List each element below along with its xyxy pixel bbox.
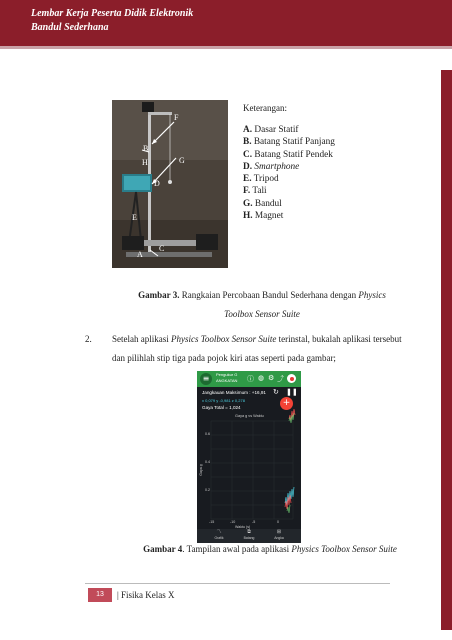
legend-item — [243, 210, 335, 222]
xyz-readout: x 0,079 y -0,981 z 0,278 — [202, 398, 245, 403]
step-text-1: Setelah aplikasi — [112, 334, 169, 344]
figure3-caption-text: Rangkaian Percobaan Bandul Sederhana dengan — [181, 290, 357, 300]
y-tick-2: 0.4 — [205, 460, 210, 464]
pause-icon[interactable]: ❚❚ — [286, 388, 298, 396]
x-tick-2: -10 — [230, 520, 236, 524]
page-number: 13 — [88, 588, 112, 602]
legend-title: Keterangan: — [243, 103, 287, 113]
header-subtitle: Bandul Sederhana — [31, 22, 109, 33]
figure3-caption — [112, 286, 412, 324]
header-title: Lembar Kerja Peserta Didik Elektronik — [31, 8, 194, 19]
legend-item — [243, 185, 335, 197]
legend-key: H. — [243, 211, 253, 222]
label-b: B — [143, 144, 149, 153]
instruction-step-2 — [85, 330, 415, 368]
grid-icon: ⊞ — [276, 530, 282, 535]
label-f: F — [174, 113, 179, 122]
share-icon[interactable]: ⤴ — [277, 375, 284, 383]
footer-divider — [85, 583, 390, 584]
legend-text: Tripod — [253, 174, 279, 185]
label-a: A — [137, 250, 143, 259]
legend-key: F. — [243, 186, 251, 197]
x-tick-1: -15 — [209, 520, 215, 524]
figure3-caption-line2: Toolbox Sensor Suite — [224, 309, 300, 319]
legend-key: E. — [243, 174, 252, 185]
total-force-readout: Gaya Total = 1,024 — [202, 405, 241, 410]
legend-key: D. — [243, 161, 253, 172]
app-title-line2: ANGKATAN — [216, 378, 238, 383]
legend-text: Batang Statif Pendek — [254, 149, 333, 160]
page-header — [0, 0, 452, 46]
right-margin-bar — [441, 70, 452, 630]
gforce-plot — [197, 371, 301, 543]
y-axis-label: Gaya g — [198, 464, 203, 476]
label-d: D — [154, 179, 160, 188]
menu-icon[interactable]: ≡ — [200, 373, 212, 385]
figure4-caption-italic: Physics Toolbox Sensor Suite — [291, 544, 397, 554]
nav-bar[interactable] — [239, 530, 259, 540]
step-text-2: terinstal, bukalah aplikasi — [278, 334, 371, 344]
y-tick-1: 0.6 — [205, 432, 210, 436]
nav-graph-label: Grafik — [214, 536, 224, 540]
legend-text: Magnet — [254, 211, 284, 222]
app-title-line1: Pengukur G — [216, 372, 238, 377]
x-tick-4: 0 — [277, 520, 279, 524]
refresh-icon[interactable]: ↻ — [273, 388, 279, 396]
figure4-caption-text: . Tampilan awal pada aplikasi — [182, 544, 290, 554]
plot-title: Gaya g vs Waktu — [235, 414, 264, 418]
bottom-nav — [197, 529, 301, 543]
legend-key: C. — [243, 149, 253, 160]
settings-icon[interactable]: ⚙ — [268, 374, 275, 382]
legend-text: Batang Statif Panjang — [253, 137, 335, 148]
step-text-3: tersebut dan pilihlah stip tiga pada pojok kiri atas seperti pada gambar; — [112, 334, 402, 363]
legend-item — [243, 173, 335, 185]
nav-graph[interactable] — [209, 530, 229, 540]
bar-icon: ⧉ — [247, 530, 251, 535]
x-axis-label: Waktu (s) — [235, 525, 251, 529]
chart-icon: 〽 — [216, 530, 222, 535]
reading-label: Jangkauan Maksimum : +16,91 — [202, 390, 266, 395]
legend-text: Bandul — [254, 198, 282, 209]
label-g: G — [179, 156, 185, 165]
legend-text: Smartphone — [254, 161, 300, 172]
legend-item — [243, 161, 335, 173]
step-app-name: Physics Toolbox Sensor Suite — [170, 334, 277, 344]
legend-item — [243, 136, 335, 148]
camera-icon[interactable]: ◍ — [258, 374, 265, 382]
figure4-caption-label: Gambar 4 — [143, 544, 183, 554]
nav-numeric[interactable] — [269, 530, 289, 540]
label-h: H — [142, 158, 148, 167]
legend-key: B. — [243, 137, 252, 148]
info-icon[interactable]: ⓘ — [247, 375, 254, 383]
label-c: C — [159, 244, 165, 253]
legend-text: Tali — [252, 186, 267, 197]
y-tick-3: 0.2 — [205, 488, 210, 492]
footer-text: | Fisika Kelas X — [117, 590, 175, 600]
experiment-setup-drawing — [112, 100, 228, 268]
nav-bar-label: Batang — [243, 536, 255, 540]
experiment-photo — [112, 100, 228, 268]
add-fab[interactable]: + — [280, 397, 293, 410]
step-number: 2. — [85, 334, 92, 344]
legend-item — [243, 124, 335, 136]
legend-item — [243, 149, 335, 161]
figure4-caption — [120, 544, 420, 554]
figure3-caption-italic: Physics — [358, 290, 386, 300]
header-stripe — [0, 46, 452, 49]
nav-numeric-label: Angka — [274, 536, 284, 540]
legend-key: A. — [243, 125, 253, 135]
app-screenshot — [197, 371, 301, 543]
legend-text: Dasar Statif — [254, 125, 299, 135]
legend-item — [243, 198, 335, 210]
figure3-caption-label: Gambar 3. — [138, 290, 180, 300]
legend-key: G. — [243, 198, 253, 209]
legend-list — [243, 124, 335, 222]
label-e: E — [132, 213, 137, 222]
x-tick-3: -5 — [252, 520, 256, 524]
